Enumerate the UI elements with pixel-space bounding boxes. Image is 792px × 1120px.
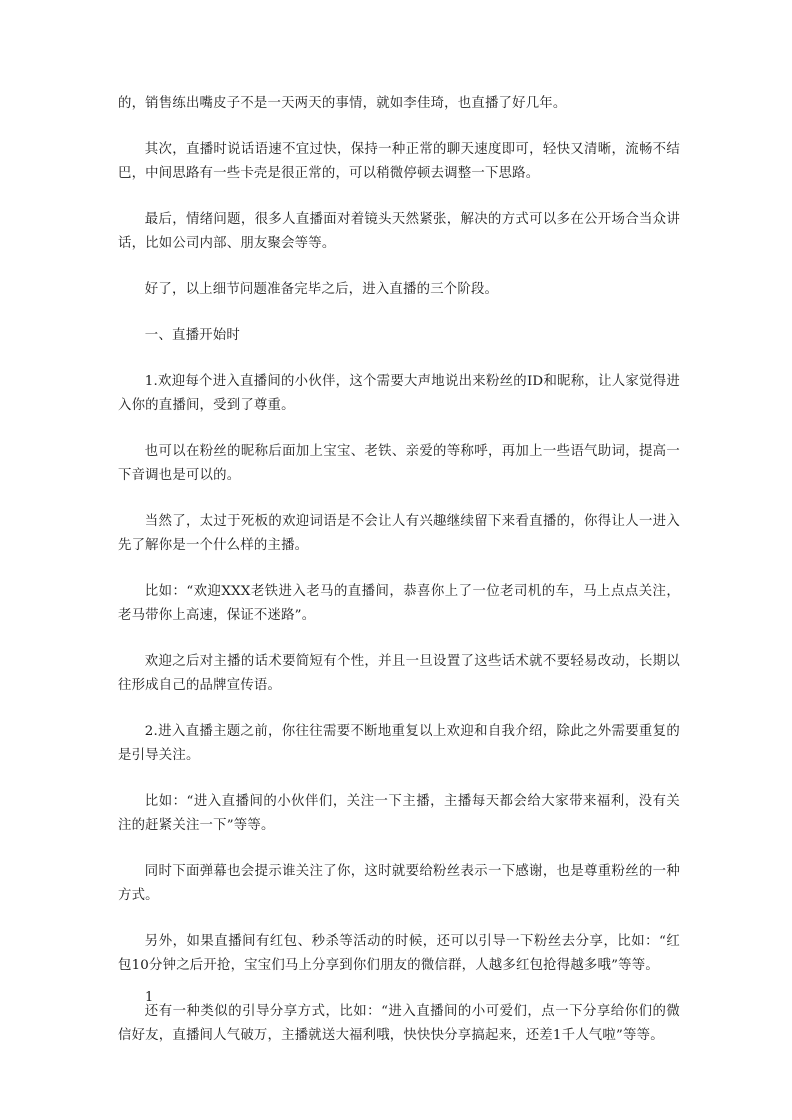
paragraph-7: 也可以在粉丝的昵称后面加上宝宝、老铁、亲爱的等称呼，再加上一些语气助词，提高一下音调也是可以的。	[118, 444, 680, 483]
paragraph-2: 其次，直播时说话语速不宜过快，保持一种正常的聊天速度即可，轻快又清晰，流畅不结巴，中间思路有一些卡壳是很正常的，可以稍微停顿去调整一下思路。	[118, 142, 680, 181]
document-page	[118, 92, 680, 1070]
paragraph-9: 比如：“欢迎XXX老铁进入老马的直播间，恭喜你上了一位老司机的车，马上点点关注，老马带你上高速，保证不迷路”。	[118, 584, 680, 623]
paragraph-13: 同时下面弹幕也会提示谁关注了你，这时就要给粉丝表示一下感谢，也是尊重粉丝的一种方式。	[118, 864, 680, 903]
paragraph-6: 1.欢迎每个进入直播间的小伙伴，这个需要大声地说出来粉丝的ID和昵称，让人家觉得进入你的直播间，受到了尊重。	[118, 374, 680, 413]
paragraph-8: 当然了，太过于死板的欢迎词语是不会让人有兴趣继续留下来看直播的，你得让人一进入先了解你是一个什么样的主播。	[118, 514, 680, 553]
paragraph-15: 还有一种类似的引导分享方式，比如：“进入直播间的小可爱们，点一下分享给你们的微信好友，直播间人气破万，主播就送大福利哦，快快快分享搞起来，还差1千人气啦”等等。	[118, 1004, 680, 1043]
paragraph-3: 最后，情绪问题，很多人直播面对着镜头天然紧张，解决的方式可以多在公开场合当众讲话，比如公司内部、朋友聚会等等。	[118, 212, 680, 251]
paragraph-4: 好了，以上细节问题准备完毕之后，进入直播的三个阶段。	[144, 282, 499, 297]
paragraph-10: 欢迎之后对主播的话术要简短有个性，并且一旦设置了这些话术就不要轻易改动，长期以往形成自己的品牌宣传语。	[118, 654, 680, 693]
section-heading: 一、直播开始时	[144, 328, 240, 343]
paragraph-1: 的，销售练出嘴皮子不是一天两天的事情，就如李佳琦，也直播了好几年。	[118, 96, 567, 111]
paragraph-11: 2.进入直播主题之前，你往往需要不断地重复以上欢迎和自我介绍，除此之外需要重复的是引导关注。	[118, 724, 680, 763]
page-number: 1	[145, 990, 154, 1005]
paragraph-12: 比如：“进入直播间的小伙伴们，关注一下主播，主播每天都会给大家带来福利，没有关注的赶紧关注一下”等等。	[118, 794, 680, 833]
paragraph-14: 另外，如果直播间有红包、秒杀等活动的时候，还可以引导一下粉丝去分享，比如：“红包10分钟之后开抢，宝宝们马上分享到你们朋友的微信群，人越多红包抢得越多哦”等等。	[118, 934, 680, 973]
